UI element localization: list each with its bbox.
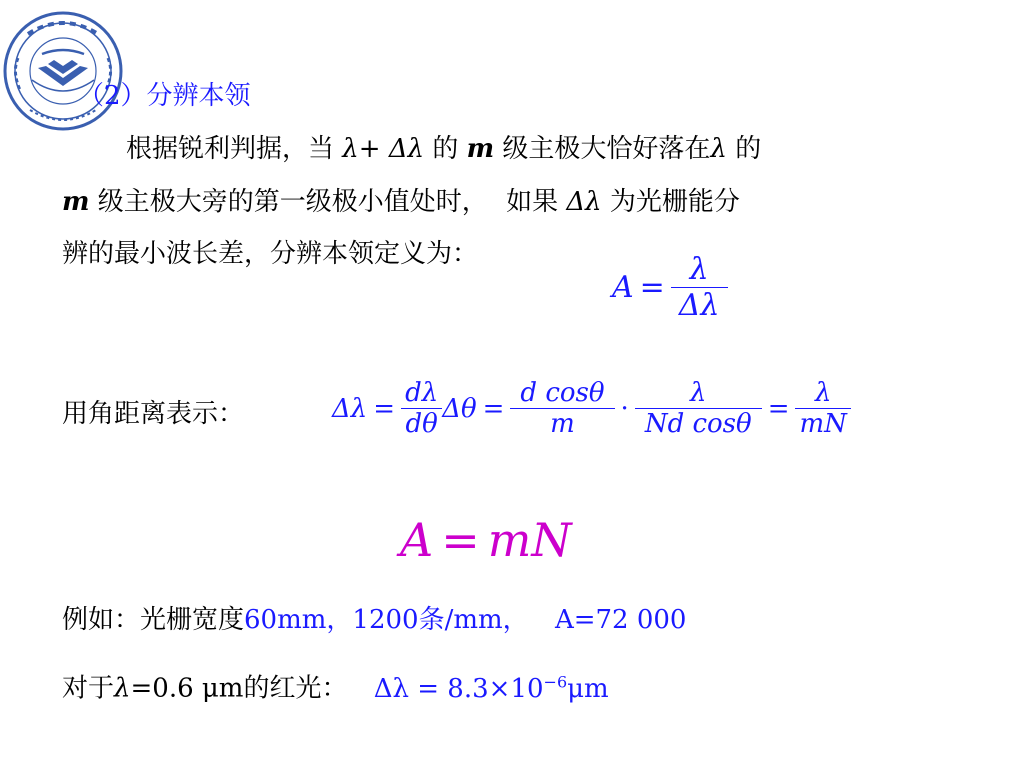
equals-sign: = (373, 393, 396, 424)
text: 条 (418, 605, 445, 635)
grating-width: 60mm，1200 (244, 605, 419, 635)
a-symbol: A (400, 513, 434, 567)
fraction-dlambda-dtheta (401, 378, 442, 439)
example-line-2 (62, 666, 609, 705)
result-formula (400, 512, 572, 568)
text: 的 (735, 134, 762, 164)
definition-line-2 (62, 186, 740, 218)
denominator: dθ (401, 408, 442, 439)
lambda-symbol: λ (342, 134, 359, 164)
resolving-power-value: A=72 000 (554, 605, 687, 635)
equals-sign: = (639, 270, 665, 305)
delta-lambda: Δλ (388, 134, 425, 164)
a-symbol: A (612, 270, 634, 305)
numerator: dλ (405, 378, 439, 408)
university-seal-logo (2, 10, 124, 132)
mn-symbol: mN (487, 513, 572, 567)
dot-operator: · (620, 393, 629, 424)
numerator: λ (814, 378, 832, 408)
exponent: −6 (543, 672, 568, 691)
angular-distance-formula (332, 378, 851, 439)
section-heading: （2）分辨本领 (78, 81, 251, 111)
numerator: λ (690, 378, 707, 408)
m-symbol: m (62, 187, 90, 217)
text: 对于 (62, 673, 115, 704)
equals-sign: = (767, 393, 790, 424)
resolving-power-formula (612, 252, 728, 323)
text: 为光栅能分 (609, 187, 740, 217)
definition-line-3: 辨的最小波长差，分辨本领定义为： (62, 239, 479, 269)
angular-distance-label: 用角距离表示： (62, 399, 245, 429)
delta-lambda: Δλ (332, 393, 368, 424)
m-symbol: m (466, 134, 495, 164)
numerator: λ (689, 252, 709, 287)
lambda-symbol: λ (710, 134, 727, 164)
text: 例如：光栅宽度 (62, 605, 245, 635)
text: Δλ = 8.3×10 (373, 673, 544, 704)
example-line-1 (62, 604, 686, 636)
text: 级主极大恰好落在 (502, 134, 711, 164)
numerator: d cosθ (520, 378, 605, 408)
delta-theta: Δθ (442, 393, 477, 424)
lambda-symbol: λ (114, 673, 131, 704)
text: /mm， (444, 605, 529, 635)
denominator: Δλ (671, 287, 728, 323)
fraction-dcos-m (510, 378, 614, 439)
denominator: m (510, 408, 614, 439)
text: 的红光： (243, 673, 348, 704)
text: 的 (432, 134, 459, 164)
fraction-lambda-ndcos (635, 378, 762, 439)
equals-sign: = (441, 513, 480, 567)
text: 如果 (506, 187, 559, 217)
denominator: mN (795, 408, 850, 439)
text: 级主极大旁的第一级极小值处时， (97, 187, 488, 217)
unit: μm (567, 673, 609, 704)
delta-lambda: Δλ (566, 187, 602, 217)
definition-line-1 (126, 133, 761, 165)
fraction-lambda-mn (795, 378, 850, 439)
plus-sign: + (358, 134, 381, 164)
delta-lambda-value (356, 674, 609, 704)
equals-sign: = (482, 393, 505, 424)
fraction (671, 252, 728, 323)
denominator: Nd cosθ (635, 408, 762, 439)
text: 根据锐利判据，当 (126, 134, 335, 164)
wavelength-value: =0.6 μm (130, 673, 244, 704)
